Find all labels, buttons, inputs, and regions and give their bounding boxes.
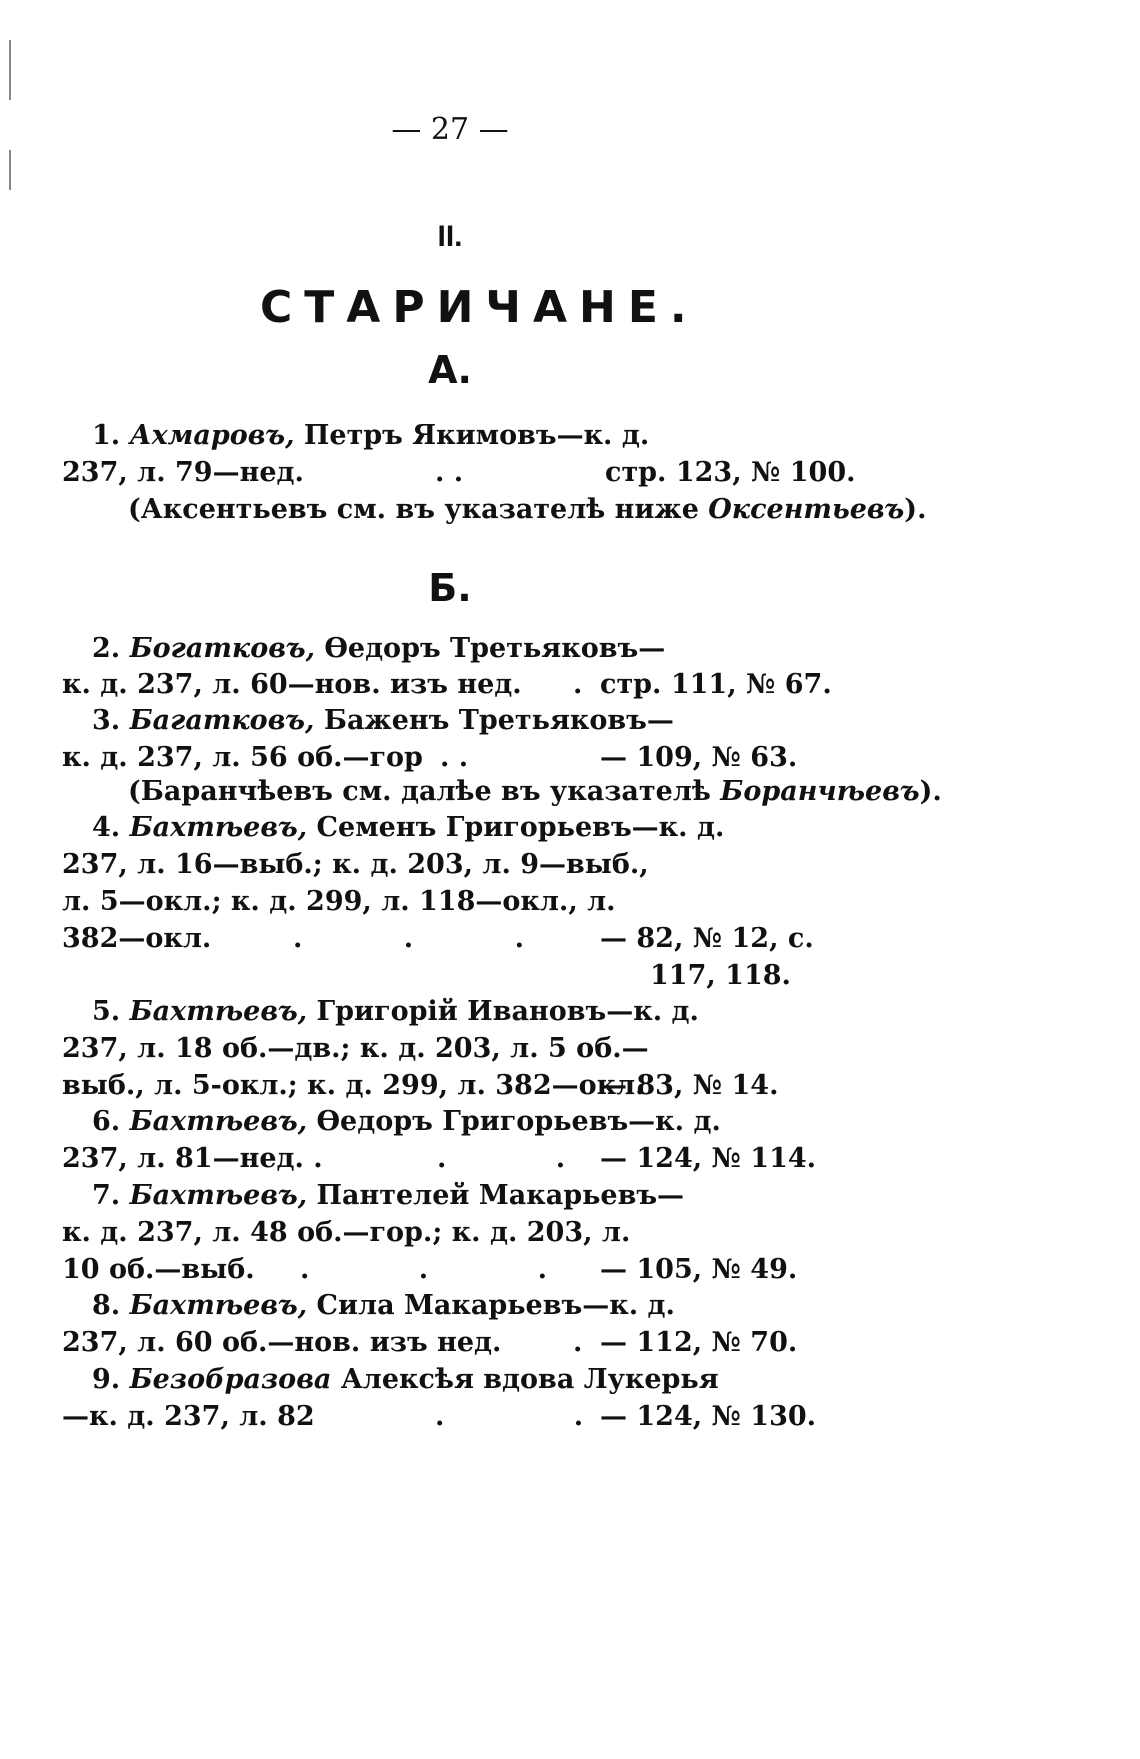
- page-number: — 27 —: [391, 112, 509, 147]
- section-number: II.: [437, 220, 463, 253]
- leader-dots: . .: [435, 1401, 584, 1432]
- entry-8-reference: — 112, № 70.: [600, 1327, 798, 1358]
- entry-3-reference: — 109, № 63.: [600, 742, 798, 773]
- scan-edge-mark: [9, 150, 11, 190]
- entry-8-line-1: 8. Бахтѣевъ, Сила Макарьевъ—к. д.: [92, 1290, 675, 1321]
- entry-2-line-1: 2. Богатковъ, Өедоръ Третьяковъ—: [92, 633, 666, 664]
- entry-4-line-4: 382—окл.: [62, 923, 212, 954]
- entry-4-reference: — 82, № 12, с.: [600, 923, 814, 954]
- entry-8-line-2: 237, л. 60 об.—нов. изъ нед.: [62, 1327, 502, 1358]
- section-title: СТАРИЧАНЕ.: [260, 282, 699, 333]
- entry-5-line-1: 5. Бахтѣевъ, Григорій Ивановъ—к. д.: [92, 996, 699, 1027]
- entry-9-reference: — 124, № 130.: [600, 1401, 817, 1432]
- leader-dots: . .: [440, 742, 469, 773]
- leader-dots: . .: [437, 1143, 566, 1174]
- entry-1-line-1: 1. Ахмаровъ, Петръ Якимовъ—к. д.: [92, 420, 650, 451]
- entry-4-line-2: 237, л. 16—выб.; к. д. 203, л. 9—выб.,: [62, 849, 649, 880]
- entry-2-line-2: к. д. 237, л. 60—нов. изъ нед.: [62, 669, 522, 700]
- note-baranchiev: (Баранчѣевъ см. далѣе въ указателѣ Боранчѣевъ).: [128, 776, 942, 807]
- scan-edge-mark: [9, 40, 11, 100]
- entry-6-line-2: 237, л. 81—нед. .: [62, 1143, 323, 1174]
- entry-5-reference: — 83, № 14.: [600, 1070, 779, 1101]
- letter-heading-b: Б.: [428, 566, 472, 610]
- entry-7-line-2: к. д. 237, л. 48 об.—гор.; к. д. 203, л.: [62, 1217, 631, 1248]
- leader-dots: . .: [435, 457, 464, 488]
- entry-7-line-3: 10 об.—выб.: [62, 1254, 255, 1285]
- entry-9-line-1: 9. Безобразова Алексѣя вдова Лукерья: [92, 1364, 719, 1395]
- entry-1-reference: стр. 123, № 100.: [605, 457, 856, 488]
- entry-4-line-3: л. 5—окл.; к. д. 299, л. 118—окл., л.: [62, 886, 616, 917]
- entry-3-line-2: к. д. 237, л. 56 об.—гор: [62, 742, 423, 773]
- entry-6-line-1: 6. Бахтѣевъ, Өедоръ Григорьевъ—к. д.: [92, 1106, 721, 1137]
- entry-4-line-1: 4. Бахтѣевъ, Семенъ Григорьевъ—к. д.: [92, 812, 725, 843]
- leader-dots: .: [573, 669, 583, 700]
- entry-9-line-2: —к. д. 237, л. 82: [62, 1401, 315, 1432]
- entry-7-reference: — 105, № 49.: [600, 1254, 798, 1285]
- leader-dots: . . .: [300, 1254, 547, 1285]
- letter-heading-a: А.: [428, 348, 472, 392]
- entry-7-line-1: 7. Бахтѣевъ, Пантелей Макарьевъ—: [92, 1180, 685, 1211]
- entry-2-reference: стр. 111, № 67.: [600, 669, 832, 700]
- note-aksentiev: (Аксентьевъ см. въ указателѣ ниже Оксентьевъ).: [128, 494, 927, 525]
- entry-6-reference: — 124, № 114.: [600, 1143, 817, 1174]
- entry-3-line-1: 3. Багатковъ, Баженъ Третьяковъ—: [92, 705, 674, 736]
- entry-5-line-3: выб., л. 5-окл.; к. д. 299, л. 382—окл.: [62, 1070, 645, 1101]
- entry-4-reference-continued: 117, 118.: [650, 960, 791, 991]
- entry-1-line-2: 237, л. 79—нед.: [62, 457, 304, 488]
- leader-dots: . . .: [293, 923, 524, 954]
- leader-dots: .: [573, 1327, 583, 1358]
- entry-5-line-2: 237, л. 18 об.—дв.; к. д. 203, л. 5 об.—: [62, 1033, 649, 1064]
